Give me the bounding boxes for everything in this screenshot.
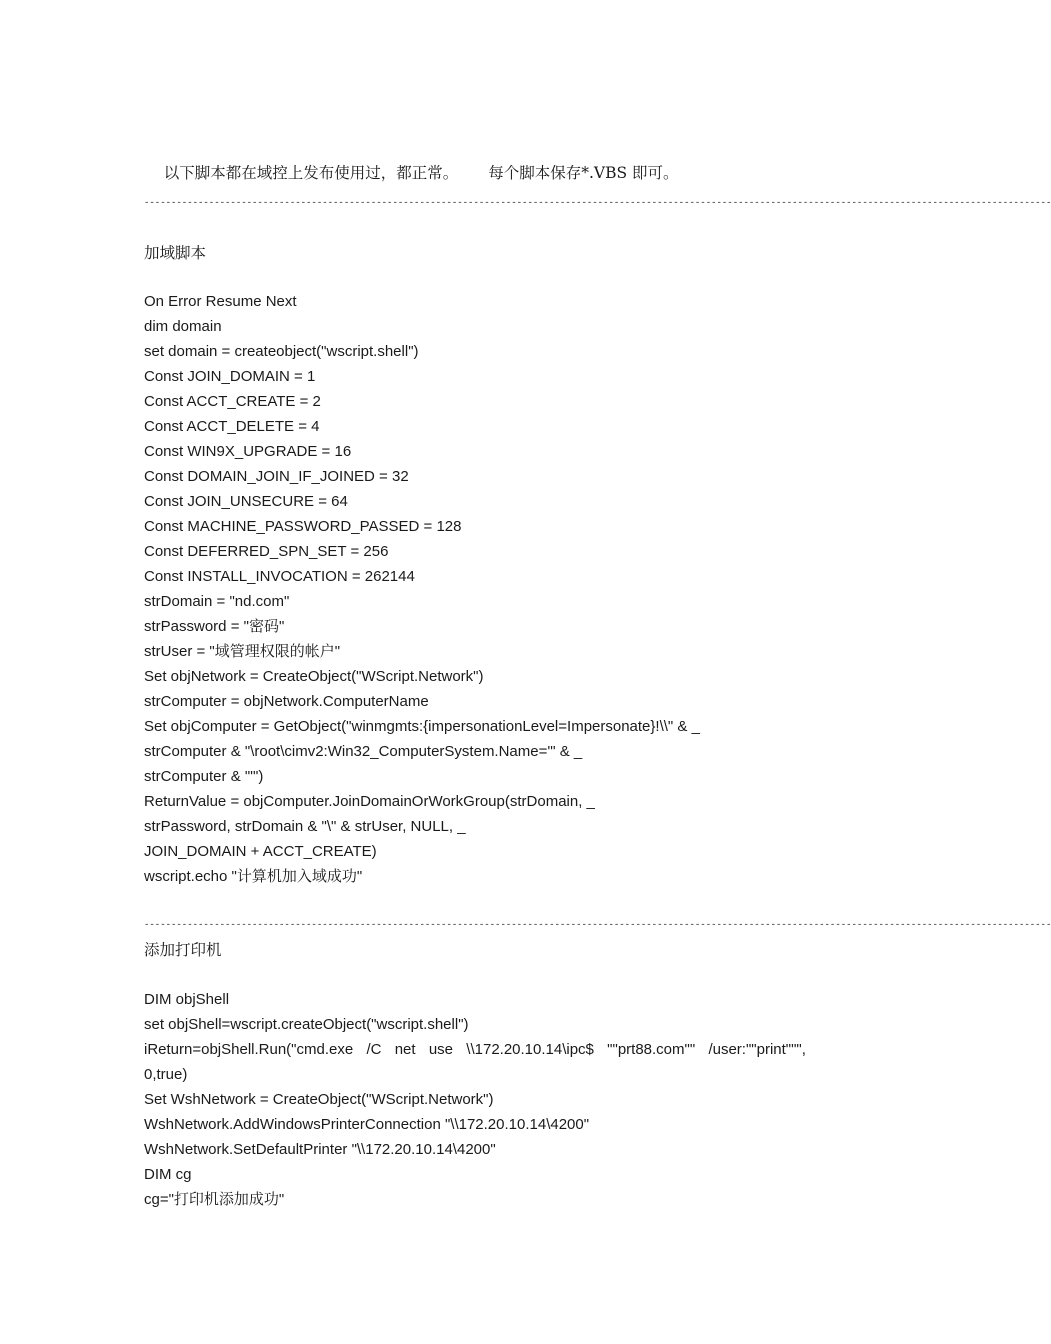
section-1-title: 加域脚本 xyxy=(144,244,207,262)
code-line: strComputer & "'") xyxy=(144,768,264,785)
code-token: use xyxy=(428,1041,454,1058)
code-line: Const JOIN_UNSECURE = 64 xyxy=(144,493,348,510)
code-line: dim domain xyxy=(144,318,222,335)
code-line: Const WIN9X_UPGRADE = 16 xyxy=(144,443,352,460)
intro-part-1: 以下脚本都在域控上发布使用过，都正常。 xyxy=(163,164,459,182)
code-token: iReturn=objShell.Run("cmd.exe xyxy=(144,1041,354,1058)
code-line: DIM cg xyxy=(144,1166,192,1183)
section-2-title: 添加打印机 xyxy=(144,941,222,959)
code-line: strUser = "域管理权限的帐户" xyxy=(144,643,341,660)
code-token: ""prt88.com"" xyxy=(607,1041,696,1058)
code-line: Set objComputer = GetObject("winmgmts:{impersonationLevel=Impersonate}!\\" & _ xyxy=(144,718,700,735)
code-token: /C xyxy=(366,1041,382,1058)
code-line: strDomain = "nd.com" xyxy=(144,593,290,610)
code-line: Const DOMAIN_JOIN_IF_JOINED = 32 xyxy=(144,468,409,485)
code-line: strComputer & "\root\cimv2:Win32_ComputerSystem.Name='" & _ xyxy=(144,743,583,760)
code-line: set domain = createobject("wscript.shell") xyxy=(144,343,419,360)
code-line: DIM objShell xyxy=(144,991,230,1008)
intro-part-2: 每个脚本保存*.VBS 即可。 xyxy=(488,164,679,182)
code-line: 0,true) xyxy=(144,1066,188,1083)
intro-text xyxy=(144,143,679,182)
code-line: Const ACCT_DELETE = 4 xyxy=(144,418,320,435)
code-line-justified xyxy=(144,1040,806,1060)
separator-2: ------------------------------------------------------------------------------------------------------------------------------------------------------------------------ xyxy=(144,920,1051,930)
code-line: wscript.echo "计算机加入域成功" xyxy=(144,868,363,885)
code-token: \\172.20.10.14\ipc$ xyxy=(466,1041,594,1058)
code-line: strPassword, strDomain & "\" & strUser, NULL, _ xyxy=(144,818,466,835)
code-line: ReturnValue = objComputer.JoinDomainOrWorkGroup(strDomain, _ xyxy=(144,793,595,810)
code-token: net xyxy=(394,1041,416,1058)
code-line: WshNetwork.AddWindowsPrinterConnection "\\172.20.10.14\4200" xyxy=(144,1116,590,1133)
code-line: strComputer = objNetwork.ComputerName xyxy=(144,693,429,710)
code-line: Const DEFERRED_SPN_SET = 256 xyxy=(144,543,389,560)
code-line: On Error Resume Next xyxy=(144,293,297,310)
code-line: JOIN_DOMAIN + ACCT_CREATE) xyxy=(144,843,377,860)
code-line: strPassword = "密码" xyxy=(144,618,285,635)
separator-1: ------------------------------------------------------------------------------------------------------------------------------------------------------------------------ xyxy=(144,198,1051,208)
code-line: Const ACCT_CREATE = 2 xyxy=(144,393,321,410)
code-line: set objShell=wscript.createObject("wscript.shell") xyxy=(144,1016,469,1033)
code-line: Const JOIN_DOMAIN = 1 xyxy=(144,368,316,385)
code-line: Const MACHINE_PASSWORD_PASSED = 128 xyxy=(144,518,462,535)
code-line: WshNetwork.SetDefaultPrinter "\\172.20.10.14\4200" xyxy=(144,1141,496,1158)
code-line: cg="打印机添加成功" xyxy=(144,1191,285,1208)
code-line: Set WshNetwork = CreateObject("WScript.Network") xyxy=(144,1091,494,1108)
code-line: Set objNetwork = CreateObject("WScript.Network") xyxy=(144,668,484,685)
code-line: Const INSTALL_INVOCATION = 262144 xyxy=(144,568,415,585)
code-token: /user:""print""", xyxy=(708,1041,806,1058)
